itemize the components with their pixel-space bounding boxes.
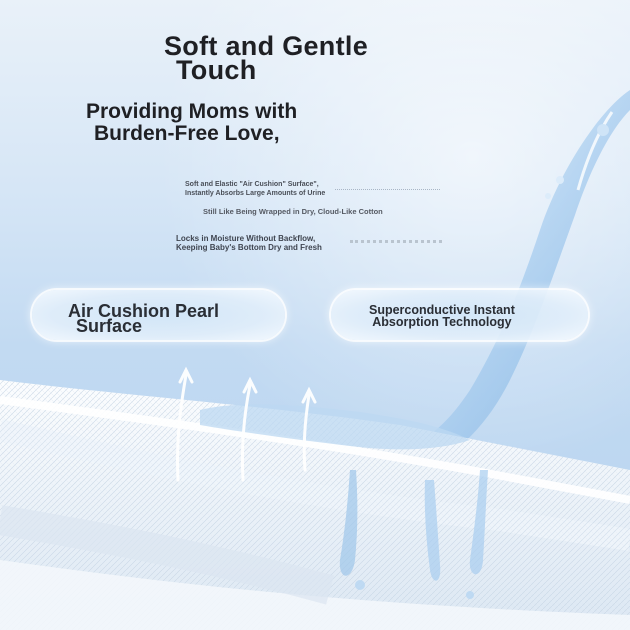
air-cushion-badge-label bbox=[68, 301, 220, 336]
badge-left-line-2: Surface bbox=[76, 316, 143, 336]
divider-dots bbox=[350, 240, 442, 244]
divider-dots bbox=[335, 189, 440, 191]
feature-2-line-1: Still Like Being Wrapped in Dry, Cloud-Like Cotton bbox=[203, 207, 383, 216]
air-cushion-badge bbox=[32, 290, 285, 340]
absorption-tech-badge bbox=[331, 290, 588, 340]
feature-text-2 bbox=[203, 207, 383, 216]
feature-1-line-2: Instantly Absorbs Large Amounts of Urine bbox=[185, 190, 326, 197]
page-subtitle bbox=[86, 101, 297, 145]
page-title bbox=[164, 31, 369, 85]
feature-3-line-2: Keeping Baby's Bottom Dry and Fresh bbox=[176, 243, 322, 252]
title-line-1: Soft and Gentle bbox=[164, 31, 369, 61]
feature-3-line-1: Locks in Moisture Without Backflow, bbox=[176, 234, 316, 243]
feature-1-line-1: Soft and Elastic "Air Cushion" Surface", bbox=[185, 181, 319, 188]
badge-right-line-1: Superconductive Instant bbox=[369, 303, 515, 317]
title-line-2: Touch bbox=[176, 55, 257, 85]
feature-text-1 bbox=[185, 180, 325, 198]
absorption-tech-badge-label bbox=[369, 304, 515, 328]
subtitle-line-2: Burden-Free Love, bbox=[94, 122, 280, 145]
feature-text-3 bbox=[176, 234, 322, 252]
badge-right-line-2: Absorption Technology bbox=[372, 315, 512, 329]
badge-left-line-1: Air Cushion Pearl bbox=[68, 301, 220, 321]
subtitle-line-1: Providing Moms with bbox=[86, 100, 298, 123]
